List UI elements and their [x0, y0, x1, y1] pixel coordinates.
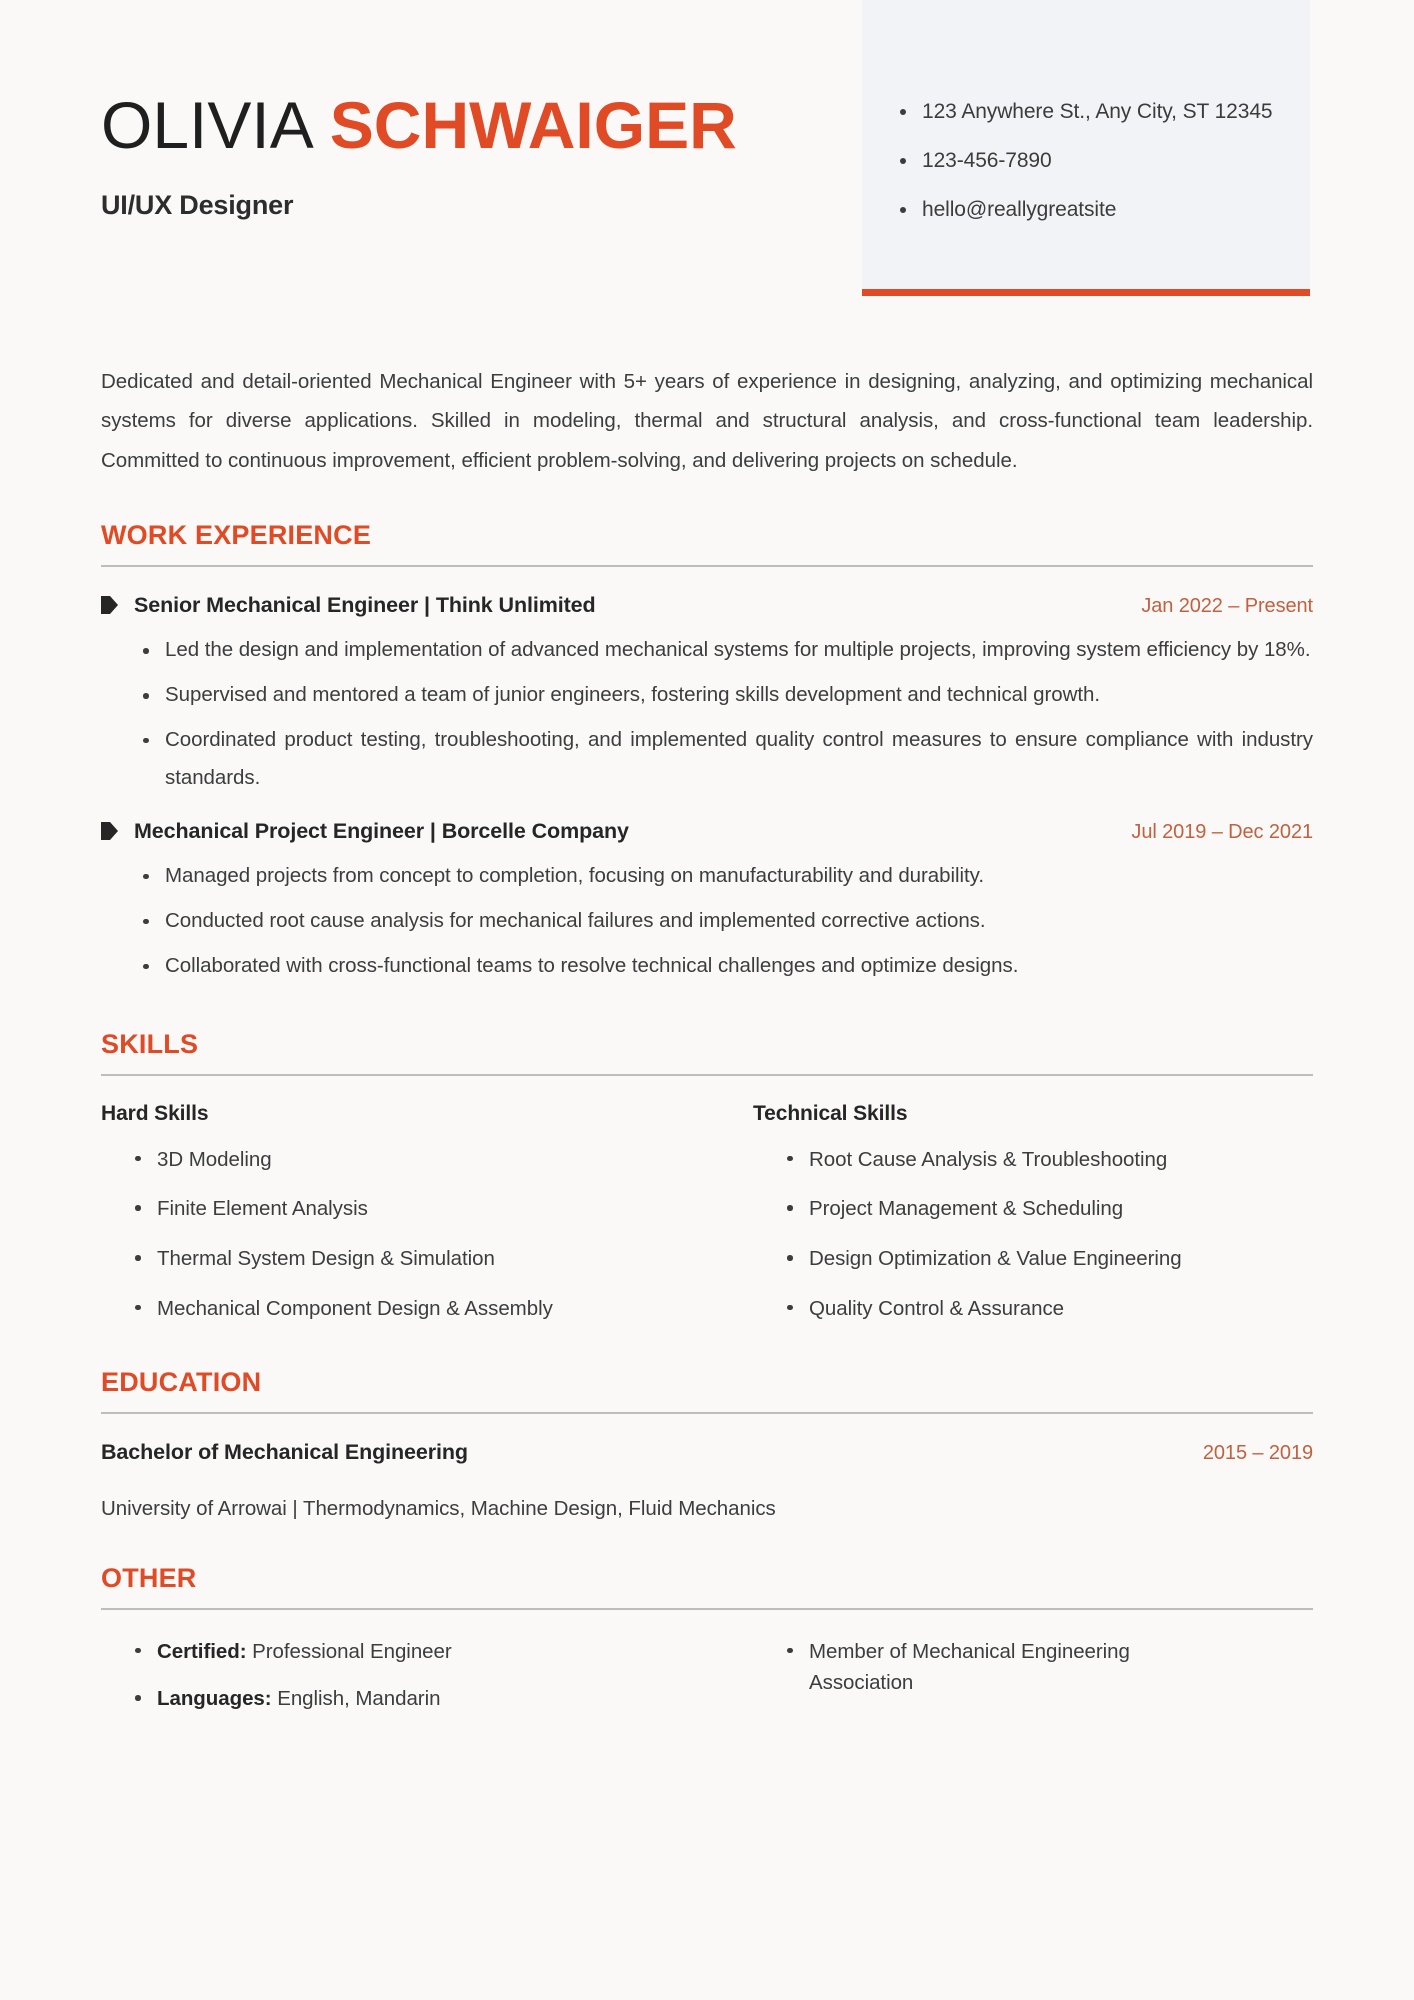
full-name [101, 88, 737, 162]
list-item: Mechanical Component Design & Assembly [131, 1293, 707, 1325]
first-name: OLIVIA [101, 88, 314, 162]
list-item: 3D Modeling [131, 1144, 707, 1176]
resume-header [0, 0, 1414, 300]
other-columns [101, 1636, 1313, 1732]
work-entry-left [101, 819, 629, 844]
skills-columns [101, 1102, 1313, 1325]
work-entry-left [101, 593, 596, 618]
flag-bullet-icon [101, 822, 118, 840]
contact-item-phone[interactable]: 123-456-7890 [892, 145, 1286, 177]
section-title-education: EDUCATION [101, 1366, 262, 1397]
professional-summary: Dedicated and detail-oriented Mechanical Engineer with 5+ years of experience in designing, analyzing, and optimizing mechanical systems for diverse applications. Skilled in modeling, thermal and structural analysis, and cross-functional team leadership. Committed to continuous improvement, efficient problem-solving, and delivering projects on schedule. [101, 370, 1313, 472]
contact-item-email[interactable]: hello@reallygreatsite [892, 194, 1286, 226]
resume-content [0, 362, 1414, 1731]
section-skills [101, 1029, 1313, 1325]
skills-heading-technical: Technical Skills [753, 1101, 908, 1125]
other-label-languages: Languages: [157, 1687, 272, 1711]
contact-item-address[interactable]: 123 Anywhere St., Any City, ST 12345 [892, 96, 1286, 128]
list-item: Thermal System Design & Simulation [131, 1243, 707, 1275]
list-item: Collaborated with cross-functional teams to resolve technical challenges and optimize designs. [139, 947, 1313, 985]
education-date: 2015 – 2019 [1202, 1441, 1313, 1464]
list-item: Design Optimization & Value Engineering [783, 1243, 1313, 1275]
work-entry [101, 819, 1313, 985]
skills-list-hard [101, 1144, 707, 1325]
skills-list-technical [753, 1144, 1313, 1325]
flag-bullet-icon [101, 596, 118, 614]
education-degree: Bachelor of Mechanical Engineering [101, 1439, 468, 1464]
skills-heading-hard: Hard Skills [101, 1101, 209, 1125]
other-list-left [101, 1636, 707, 1716]
other-column-left [101, 1636, 707, 1732]
skills-column-hard [101, 1102, 707, 1325]
work-entry-bullets [101, 631, 1313, 797]
skills-column-technical [707, 1102, 1313, 1325]
work-entry-bullets [101, 857, 1313, 985]
job-role: UI/UX Designer [101, 190, 294, 220]
section-education [101, 1367, 1313, 1521]
list-item: Project Management & Scheduling [783, 1193, 1313, 1225]
list-item [783, 1636, 1229, 1700]
work-entry-title: Mechanical Project Engineer | Borcelle Company [134, 818, 629, 843]
divider-education [101, 1412, 1313, 1414]
list-item: Conducted root cause analysis for mechanical failures and implemented corrective actions. [139, 902, 1313, 940]
work-entry-title: Senior Mechanical Engineer | Think Unlimited [134, 593, 596, 618]
list-item: Quality Control & Assurance [783, 1293, 1313, 1325]
divider-skills [101, 1074, 1313, 1076]
name-block [101, 88, 737, 221]
work-entry-header [101, 593, 1313, 618]
list-item: Supervised and mentored a team of junior engineers, fostering skills development and technical growth. [139, 676, 1313, 714]
work-entry-date: Jan 2022 – Present [1141, 595, 1313, 618]
divider-work [101, 565, 1313, 567]
list-item [131, 1683, 707, 1715]
other-value-membership: Member of Mechanical Engineering Association [809, 1639, 1130, 1695]
other-column-right [707, 1636, 1313, 1732]
contact-list [892, 96, 1286, 226]
education-detail: University of Arrowai | Thermodynamics, Machine Design, Fluid Mechanics [101, 1496, 776, 1520]
last-name: SCHWAIGER [329, 88, 737, 162]
education-entry-header [101, 1440, 1313, 1465]
other-value-certified: Professional Engineer [246, 1639, 452, 1663]
work-entry [101, 593, 1313, 797]
list-item: Led the design and implementation of advanced mechanical systems for multiple projects, improving system efficiency by 18%. [139, 631, 1313, 669]
work-entry-date: Jul 2019 – Dec 2021 [1131, 820, 1313, 843]
list-item [131, 1636, 707, 1668]
other-list-right [753, 1636, 1313, 1700]
list-item: Managed projects from concept to completion, focusing on manufacturability and durability. [139, 857, 1313, 895]
section-work-experience [101, 520, 1313, 984]
section-title-work: WORK EXPERIENCE [101, 520, 372, 551]
contact-box [862, 0, 1310, 296]
list-item: Finite Element Analysis [131, 1193, 707, 1225]
list-item: Coordinated product testing, troubleshooting, and implemented quality control measures to ensure compliance with industry standards. [139, 721, 1313, 797]
section-title-other: OTHER [101, 1562, 197, 1593]
other-value-languages: English, Mandarin [271, 1687, 441, 1711]
divider-other [101, 1608, 1313, 1610]
section-title-skills: SKILLS [101, 1028, 199, 1059]
list-item: Root Cause Analysis & Troubleshooting [783, 1144, 1313, 1176]
section-other [101, 1563, 1313, 1732]
work-entry-header [101, 819, 1313, 844]
other-label-certified: Certified: [157, 1639, 247, 1663]
